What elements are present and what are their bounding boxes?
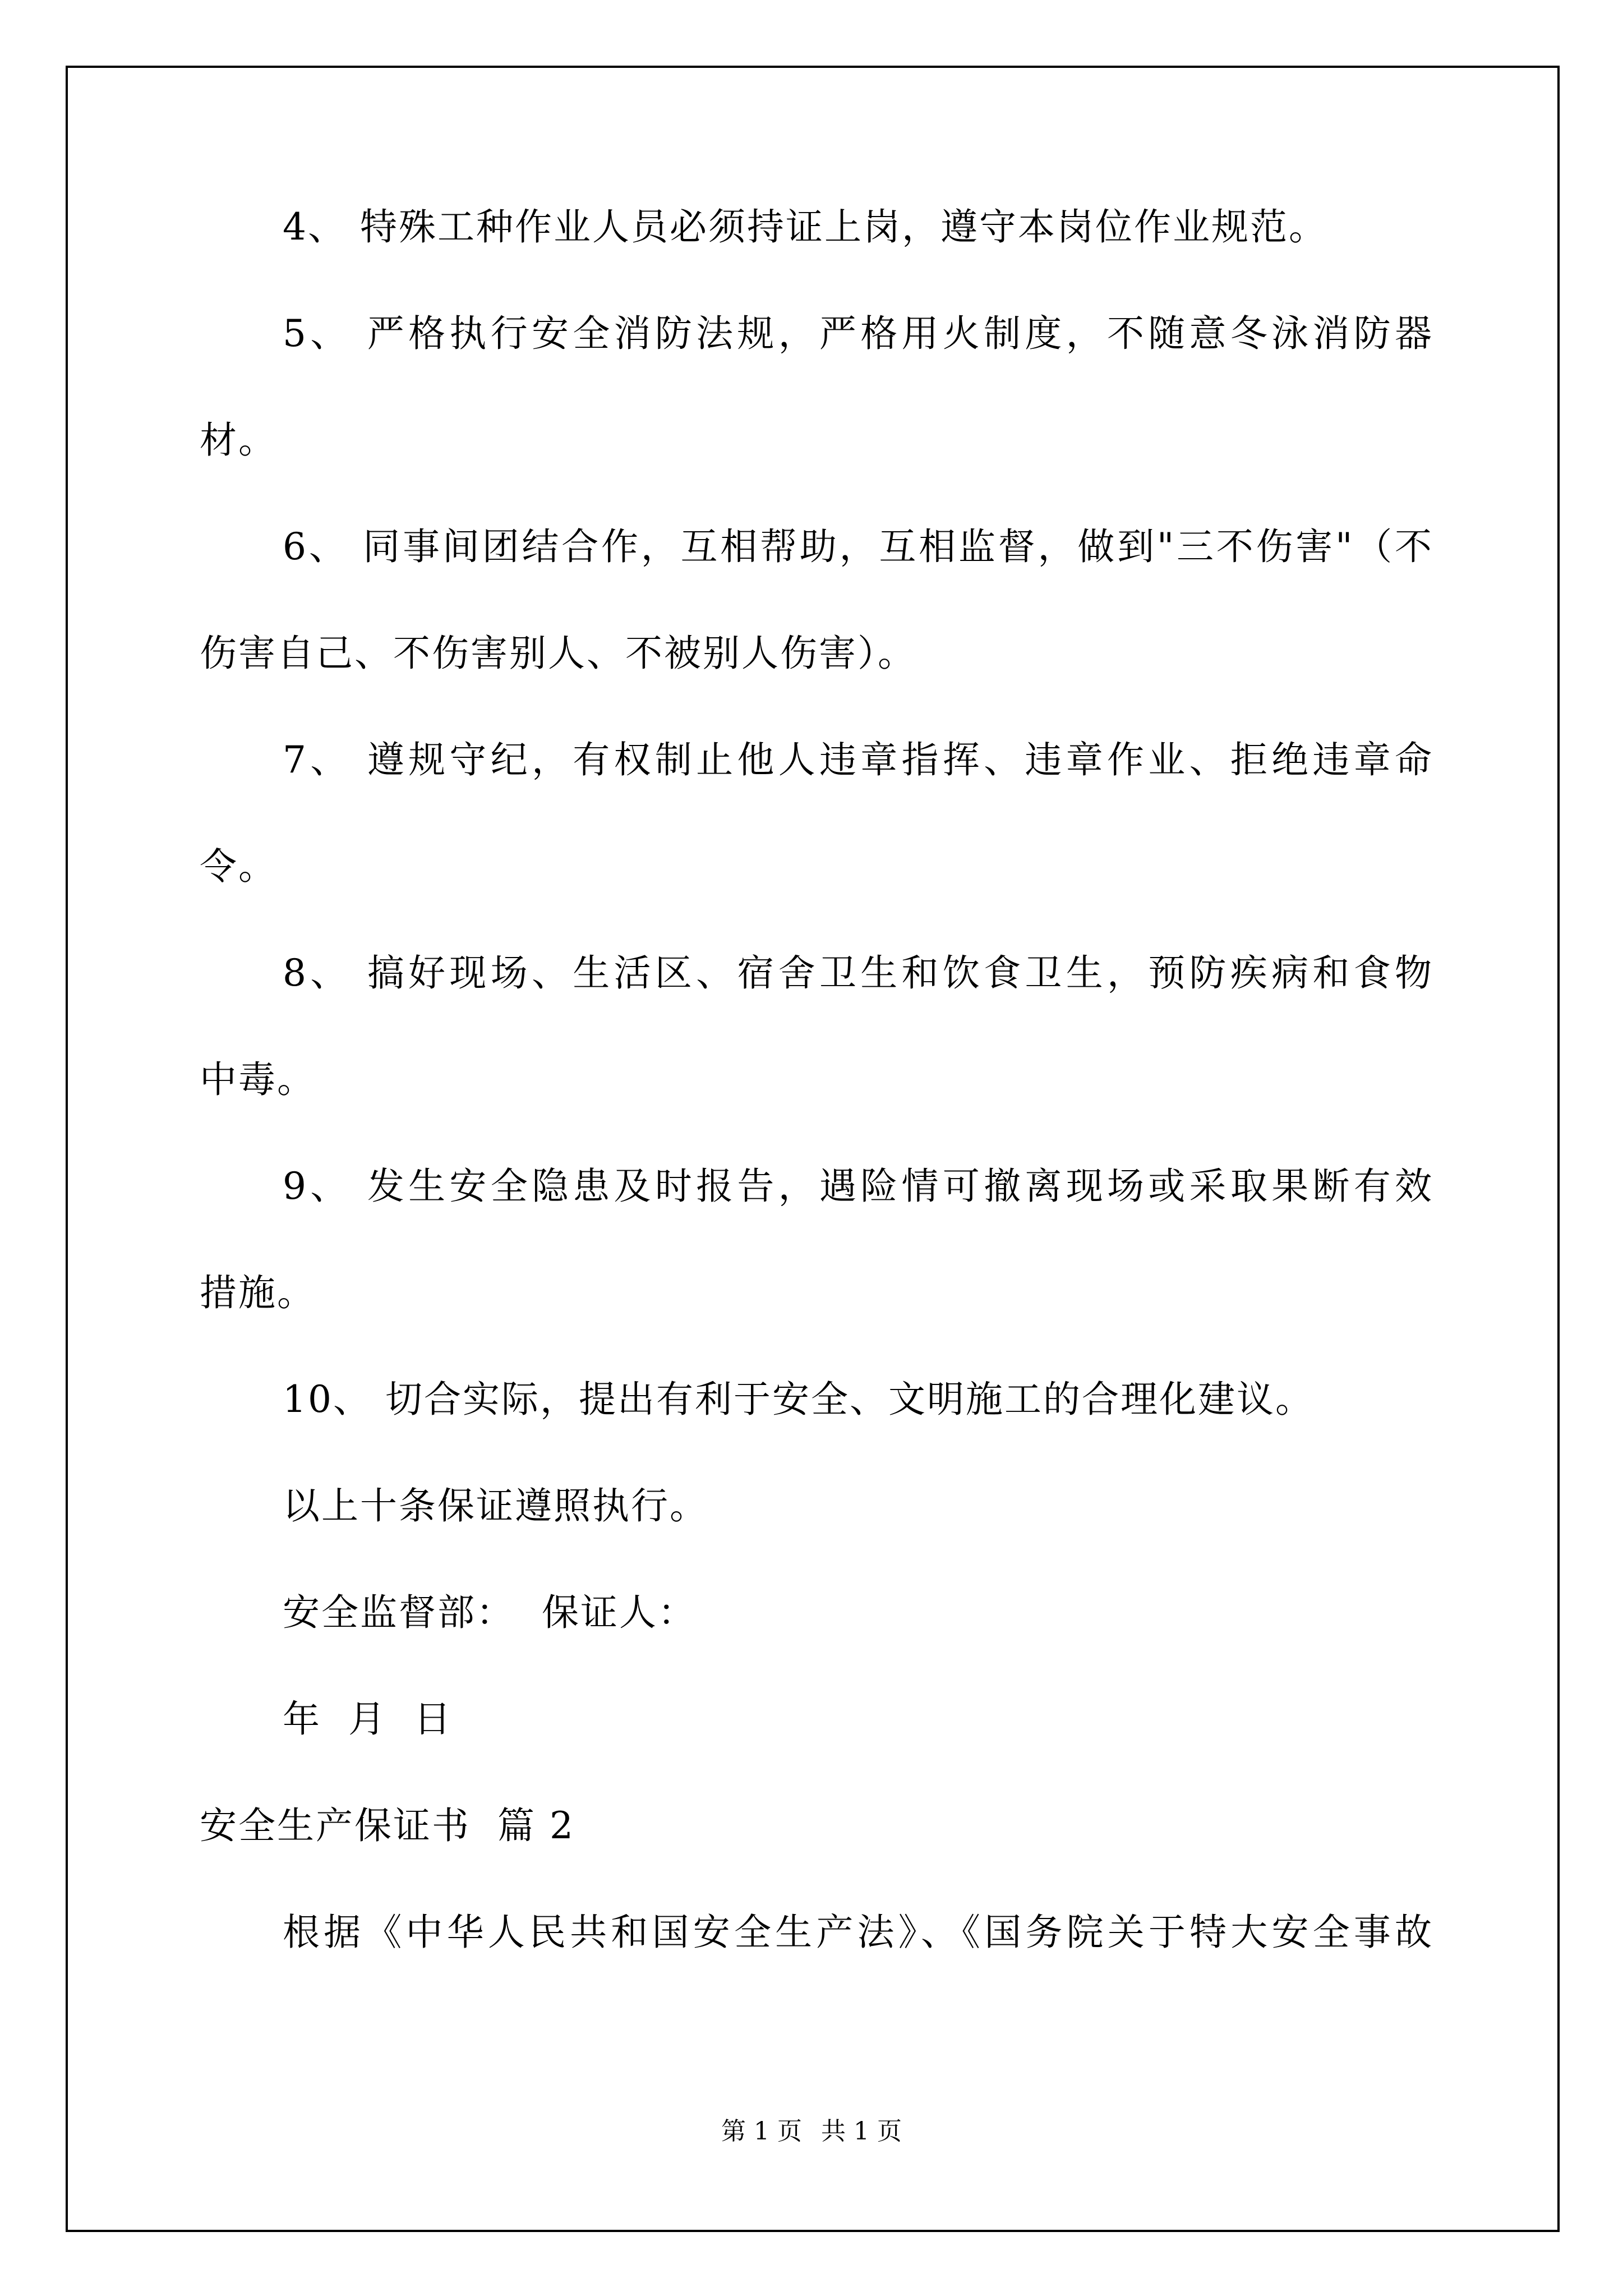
page-footer [0, 2115, 1623, 2148]
closing-line: 以上十条保证遵照执行。 [283, 1484, 708, 1527]
section-title: 安全生产保证书 篇 2 [200, 1804, 575, 1847]
paragraph-6-line-2: 伤害自己、不伤害别人、不被别人伤害）。 [200, 632, 916, 675]
date-line: 年 月 日 [283, 1697, 453, 1741]
paragraph-7-line-2: 令。 [200, 845, 277, 888]
paragraph-5-line-1: 5、 严格执行安全消防法规，严格用火制度，不随意冬泳消防器 [283, 312, 1433, 355]
paragraph-5-line-2: 材。 [200, 418, 277, 462]
page-total: 共 1 页 [821, 2117, 902, 2146]
next-paragraph: 根据《中华人民共和国安全生产法》、《国务院关于特大安全事故 [283, 1911, 1433, 1954]
signature-line: 安全监督部： 保证人： [283, 1591, 697, 1634]
paragraph-8-line-2: 中毒。 [200, 1058, 316, 1101]
paragraph-6-line-1: 6、 同事间团结合作，互相帮助，互相监督，做到"三不伤害"（不 [283, 525, 1433, 568]
paragraph-10: 10、 切合实际，提出有利于安全、文明施工的合理化建议。 [283, 1378, 1314, 1421]
paragraph-9-line-2: 措施。 [200, 1271, 316, 1314]
page-number: 第 1 页 [721, 2117, 802, 2146]
paragraph-8-line-1: 8、 搞好现场、生活区、宿舍卫生和饮食卫生，预防疾病和食物 [283, 951, 1433, 995]
paragraph-9-line-1: 9、 发生安全隐患及时报告，遇险情可撤离现场或采取果断有效 [283, 1165, 1433, 1208]
paragraph-4: 4、 特殊工种作业人员必须持证上岗，遵守本岗位作业规范。 [283, 205, 1327, 249]
paragraph-7-line-1: 7、 遵规守纪，有权制止他人违章指挥、违章作业、拒绝违章命 [283, 738, 1433, 781]
